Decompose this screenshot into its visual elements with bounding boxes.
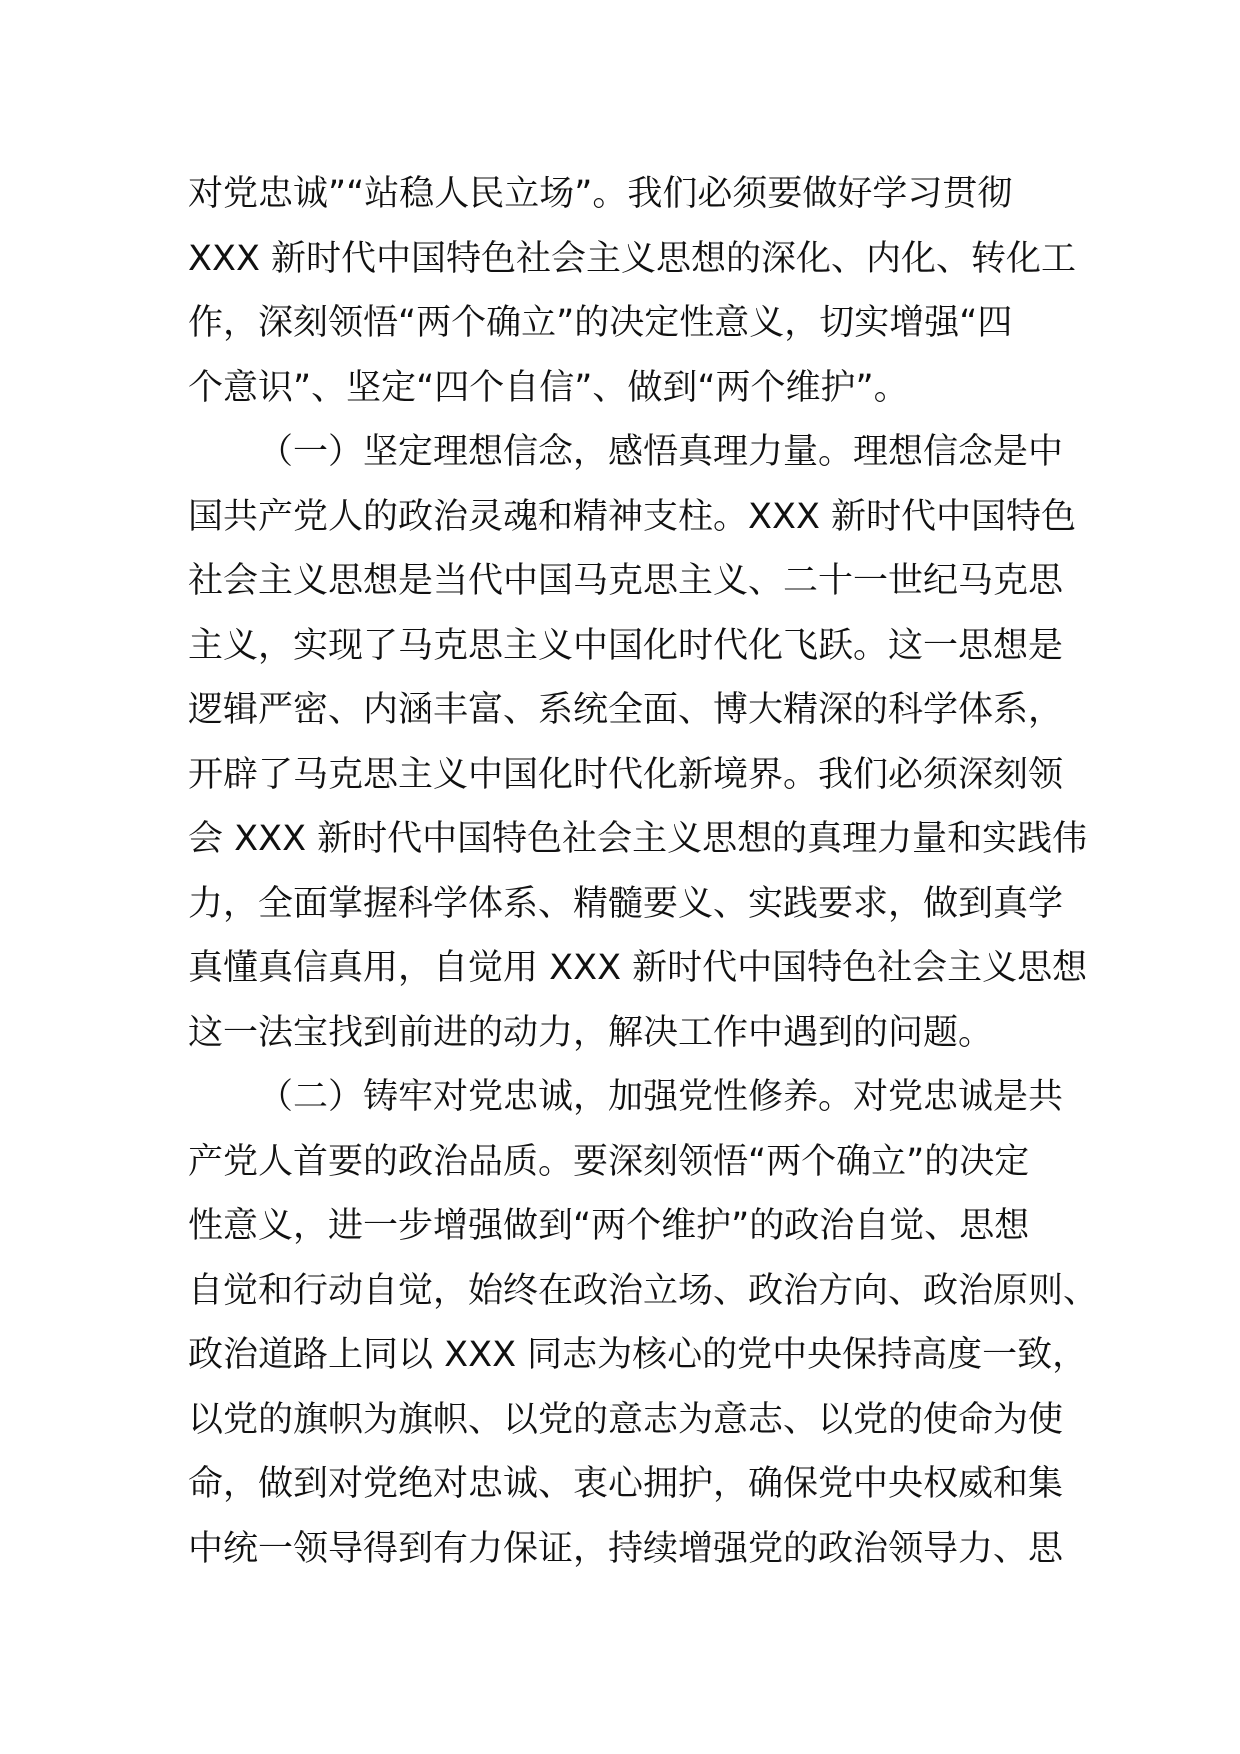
text-line: 国共产党人的政治灵魂和精神支柱。XXX 新时代中国特色 <box>188 496 1077 537</box>
section-heading-line-2: （二）铸牢对党忠诚，加强党性修养。对党忠诚是共 <box>258 1077 1064 1117</box>
text-line: 命，做到对党绝对忠诚、衷心拥护，确保党中央权威和集 <box>188 1464 1064 1504</box>
text-line: 中统一领导得到有力保证，持续增强党的政治领导力、思 <box>188 1528 1064 1569</box>
text-line: XXX 新时代中国特色社会主义思想的深化、内化、转化工 <box>188 238 1077 279</box>
body-text <box>188 162 1099 1581</box>
text-line: 对党忠诚”“站稳人民立场”。我们必须要做好学习贯彻 <box>188 174 1013 214</box>
text-line: 作，深刻领悟“两个确立”的决定性意义，切实增强“四 <box>188 303 1013 343</box>
text-line: 这一法宝找到前进的动力，解决工作中遇到的问题。 <box>188 1012 994 1053</box>
section-heading-line-1: （一）坚定理想信念，感悟真理力量。理想信念是中 <box>258 432 1064 472</box>
text-line: 个意识”、坚定“四个自信”、做到“两个维护”。 <box>188 367 909 408</box>
text-line: 力，全面掌握科学体系、精髓要义、实践要求，做到真学 <box>188 883 1064 924</box>
text-line: 开辟了马克思主义中国化时代化新境界。我们必须深刻领 <box>188 754 1064 795</box>
text-line: 逻辑严密、内涵丰富、系统全面、博大精深的科学体系， <box>188 690 1064 730</box>
text-line: 产党人首要的政治品质。要深刻领悟“两个确立”的决定 <box>188 1141 1030 1182</box>
text-line: 真懂真信真用，自觉用 XXX 新时代中国特色社会主义思想 <box>188 948 1088 988</box>
text-line: 政治道路上同以 XXX 同志为核心的党中央保持高度一致， <box>188 1335 1088 1375</box>
text-line: 社会主义思想是当代中国马克思主义、二十一世纪马克思 <box>188 561 1064 601</box>
text-line: 会 XXX 新时代中国特色社会主义思想的真理力量和实践伟 <box>188 819 1088 859</box>
text-line: 以党的旗帜为旗帜、以党的意志为意志、以党的使命为使 <box>188 1399 1064 1440</box>
text-line: 主义，实现了马克思主义中国化时代化飞跃。这一思想是 <box>188 625 1064 666</box>
text-line: 性意义，进一步增强做到“两个维护”的政治自觉、思想 <box>188 1206 1030 1246</box>
text-line: 自觉和行动自觉，始终在政治立场、政治方向、政治原则、 <box>188 1270 1099 1311</box>
